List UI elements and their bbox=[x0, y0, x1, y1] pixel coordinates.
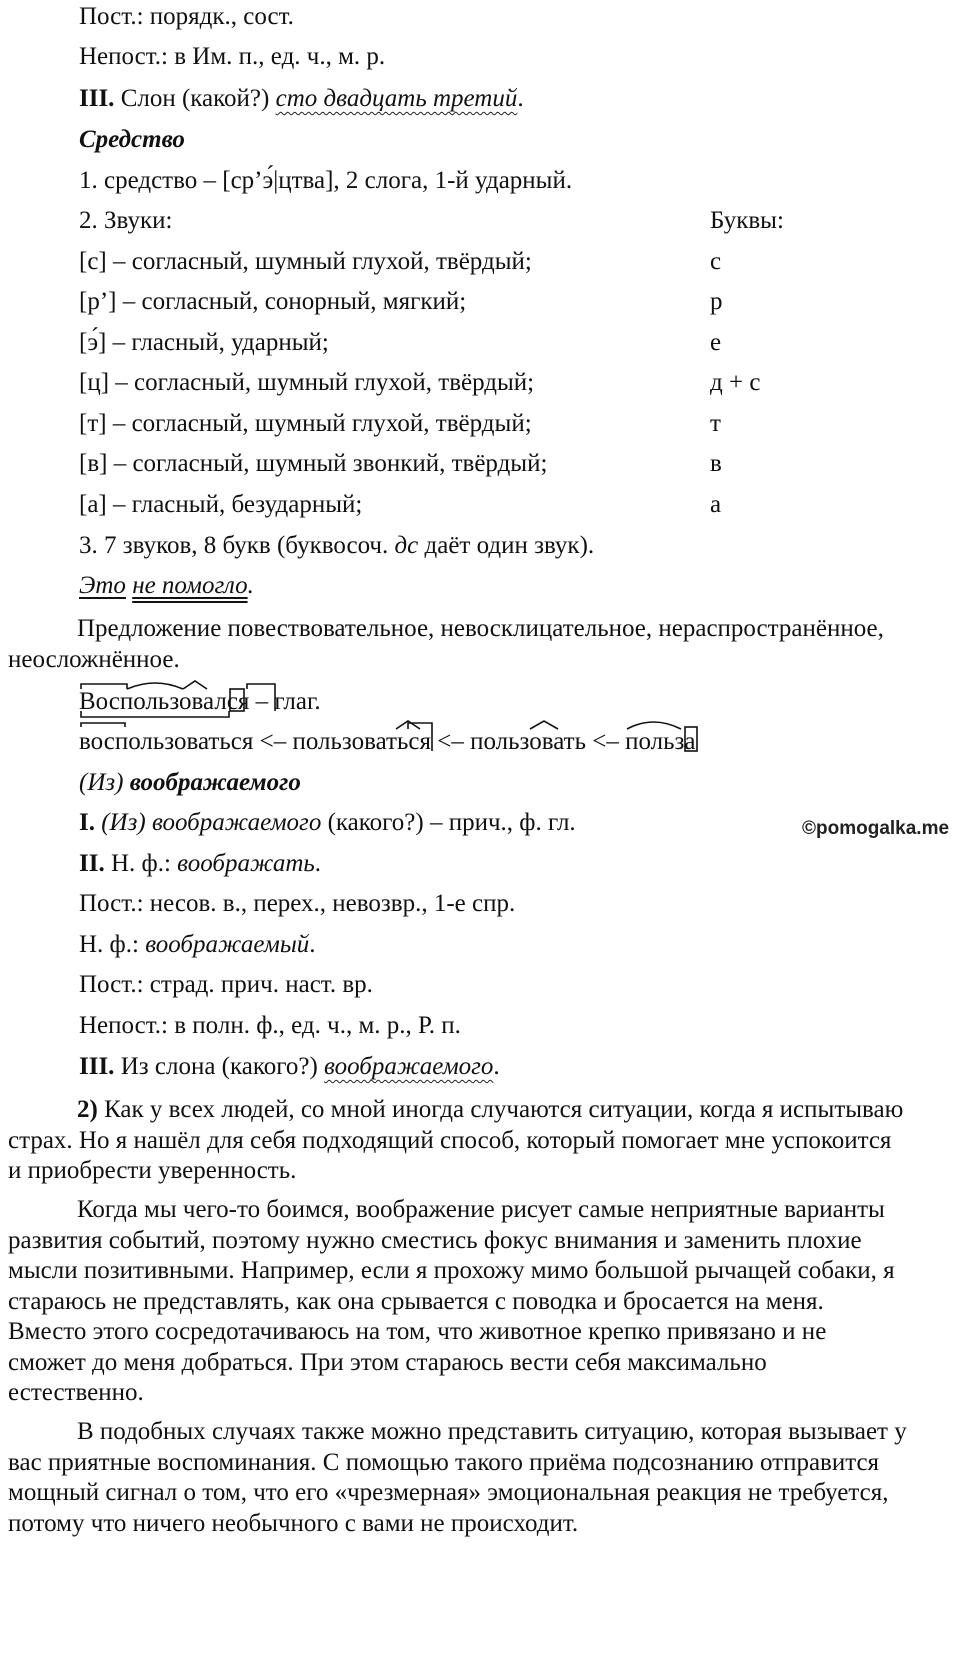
chain-word-text: пользовать bbox=[470, 728, 586, 755]
arrow: <– bbox=[586, 728, 626, 755]
subject: Это bbox=[79, 572, 126, 599]
syntax-modifier: сто двадцать третий bbox=[275, 85, 518, 112]
sound-row: [р’] – согласный, сонорный, мягкий; bbox=[79, 288, 467, 315]
period: . bbox=[314, 850, 322, 877]
voobr-post-2: Пост.: страд. прич. наст. вр. bbox=[79, 971, 373, 998]
sound-row: [э́] – гласный, ударный; bbox=[79, 329, 329, 356]
predicate: не помогло bbox=[132, 572, 248, 599]
initial-form-label: Н. ф.: bbox=[79, 931, 146, 958]
period: . bbox=[247, 572, 254, 599]
letter-cell: е bbox=[710, 329, 722, 356]
chain-word-text: воспользоваться bbox=[79, 728, 254, 755]
essay-paragraph-1 bbox=[8, 1095, 908, 1187]
roman-three: III. bbox=[79, 1053, 115, 1080]
section-heading-voobr bbox=[79, 768, 301, 798]
letter-cell: а bbox=[710, 491, 722, 518]
nepost-line: Непост.: в Им. п., ед. ч., м. р. bbox=[79, 43, 386, 70]
syntax-text: Из слона (какого?) bbox=[114, 1053, 325, 1080]
voobr-nf-line bbox=[79, 930, 316, 960]
roman-three: III. bbox=[79, 85, 115, 112]
chain-word-text: пользоваться bbox=[292, 728, 431, 755]
morphemic-word-text: Воспользовался bbox=[79, 688, 250, 715]
chain-word-4 bbox=[625, 727, 695, 757]
count-text: 3. 7 звуков, 8 букв (буквосоч. bbox=[79, 532, 395, 559]
period: . bbox=[517, 85, 524, 112]
sound-row: [ц] – согласный, шумный глухой, твёрдый; bbox=[79, 369, 535, 396]
voobr-syntax bbox=[79, 1052, 500, 1082]
letter-combo: дс bbox=[394, 532, 419, 559]
task-number: 2) bbox=[77, 1096, 98, 1123]
count-line bbox=[79, 531, 594, 561]
sentence-line bbox=[79, 571, 254, 601]
heading-preposition: (Из) bbox=[79, 769, 130, 796]
letters-header: Буквы: bbox=[710, 207, 784, 234]
count-text-end: даёт один звук). bbox=[418, 532, 595, 559]
letter-cell: д + с bbox=[710, 369, 761, 396]
sounds-header: 2. Звуки: bbox=[79, 207, 173, 234]
transcription-line: 1. средство – [ср’э́|цтва], 2 слога, 1-й ударный. bbox=[79, 167, 573, 194]
participle: (Из) воображаемого bbox=[94, 809, 322, 836]
sound-row: [т] – согласный, шумный глухой, твёрдый; bbox=[79, 410, 532, 437]
watermark: ©pomogalka.me bbox=[802, 818, 950, 839]
morphemic-line bbox=[79, 687, 321, 717]
essay-text: Как у всех людей, со мной иногда случаются ситуации, когда я испытываю страх. Но я нашёл для себя подходящий способ, который помогает мне успокоится и приобрести уверенность. bbox=[8, 1096, 904, 1184]
voobr-line-1 bbox=[79, 808, 576, 838]
chain-word-text: польза bbox=[625, 728, 696, 755]
arrow: <– bbox=[253, 728, 293, 755]
sound-row: [а] – гласный, безударный; bbox=[79, 491, 363, 518]
chain-word-2 bbox=[292, 727, 431, 757]
essay-paragraph-2: Когда мы чего-то боимся, воображение рисует самые неприятные варианты развития событий, поэтому нужно сместись фокус внимания и заменить плохие мысли позитивными. Например, если я прохожу мимо большой рычащей собаки, я стараюсь не представлять, как она срывается с поводка и бросается на меня. Вместо этого сосредотачиваюсь на том, что животное крепко привязано и не сможет до меня добраться. При этом стараюсь вести себя максимально естественно. bbox=[8, 1196, 895, 1406]
participle-info: (какого?) – прич., ф. гл. bbox=[321, 809, 576, 836]
sentence-analysis: Предложение повествовательное, невосклицательное, нераспространённое, неосложнённое. bbox=[8, 615, 884, 673]
section-heading-sredstvo: Средство bbox=[79, 126, 185, 153]
letter-cell: р bbox=[710, 288, 723, 315]
roman-one: I. bbox=[79, 809, 95, 836]
heading-word: воображаемого bbox=[129, 769, 301, 796]
chain-word-1 bbox=[79, 727, 253, 757]
syntax-modifier: воображаемого bbox=[324, 1053, 494, 1080]
period: . bbox=[493, 1053, 500, 1080]
part-of-speech: – глаг. bbox=[249, 688, 321, 715]
letter-cell: т bbox=[710, 410, 721, 437]
initial-form-label: Н. ф.: bbox=[104, 850, 178, 877]
morphemic-word bbox=[79, 687, 249, 717]
sound-row: [в] – согласный, шумный звонкий, твёрдый; bbox=[79, 450, 548, 477]
voobr-post-1: Пост.: несов. в., перех., невозвр., 1-е спр. bbox=[79, 890, 516, 917]
chain-word-3 bbox=[470, 727, 586, 757]
arrow: <– bbox=[430, 728, 471, 755]
syntax-line bbox=[79, 84, 524, 114]
voobr-line-2 bbox=[79, 849, 321, 879]
initial-form: воображаемый bbox=[145, 931, 310, 958]
initial-form: воображать bbox=[177, 850, 315, 877]
period: . bbox=[309, 931, 316, 958]
sound-row: [с] – согласный, шумный глухой, твёрдый; bbox=[79, 248, 532, 275]
letter-cell: с bbox=[710, 248, 722, 275]
letter-cell: в bbox=[710, 450, 722, 477]
derivation-chain bbox=[79, 727, 696, 757]
essay-paragraph-3: В подобных случаях также можно представить ситуацию, которая вызывает у вас приятные воспоминания. С помощью такого приёма подсознанию отправится мощный сигнал о том, что его «чрезмерная» эмоциональная реакция не требуется, потому что ничего необычного с вами не происходит. bbox=[8, 1418, 907, 1537]
syntax-text: Слон (какой?) bbox=[114, 85, 276, 112]
post-line: Пост.: порядк., сост. bbox=[79, 3, 294, 30]
voobr-nepost: Непост.: в полн. ф., ед. ч., м. р., Р. п. bbox=[79, 1012, 461, 1039]
roman-two: II. bbox=[79, 850, 105, 877]
